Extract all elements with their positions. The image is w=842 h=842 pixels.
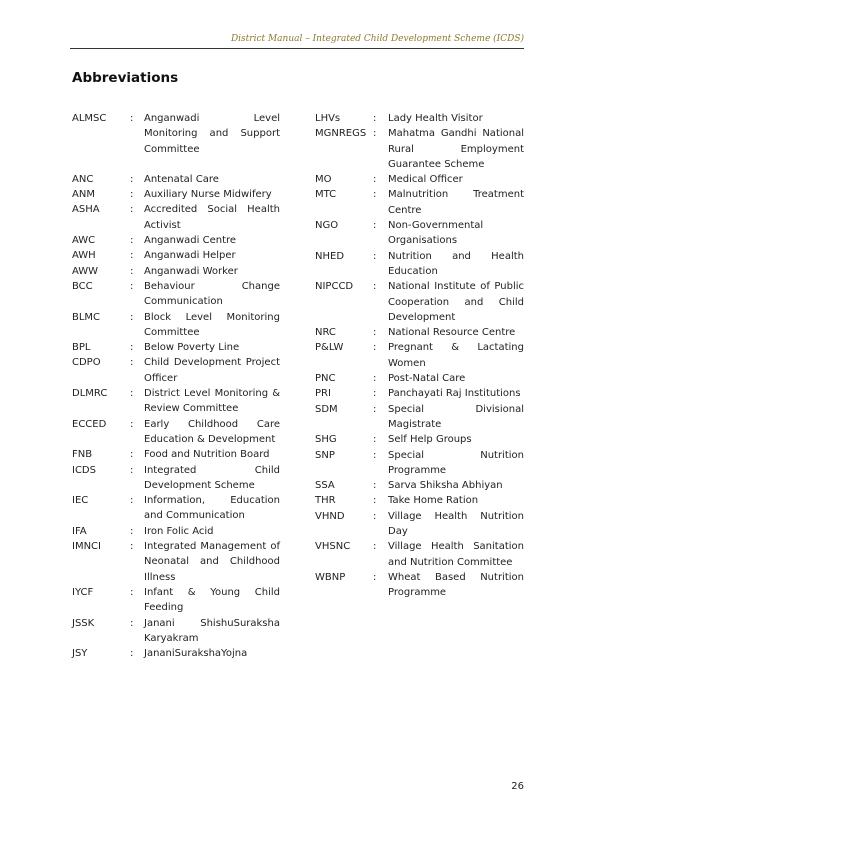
abbreviation-term: BCC: [72, 280, 93, 292]
abbreviation-colon: :: [373, 495, 377, 507]
abbreviation-colon: :: [130, 189, 134, 201]
abbreviation-entry: [315, 478, 525, 493]
abbreviation-term: CDPO: [72, 357, 101, 369]
abbreviation-definition: Anganwadi Helper: [144, 250, 236, 262]
abbreviation-colon: :: [130, 265, 134, 277]
abbreviation-colon: :: [373, 434, 377, 446]
abbreviation-entry: [72, 248, 282, 263]
abbreviations-right-column: [315, 111, 525, 601]
abbreviation-term: BPL: [72, 342, 91, 354]
abbreviation-definition: Nutrition and Health Education: [388, 250, 524, 277]
abbreviation-colon: :: [130, 250, 134, 262]
abbreviation-colon: :: [130, 541, 134, 553]
abbreviation-colon: :: [130, 235, 134, 247]
abbreviation-term: VHND: [315, 510, 345, 522]
abbreviation-entry: [315, 340, 525, 371]
abbreviation-term: MO: [315, 174, 332, 186]
abbreviation-entry: [315, 111, 525, 126]
abbreviation-colon: :: [130, 280, 134, 292]
abbreviation-definition: Sarva Shiksha Abhiyan: [388, 480, 503, 492]
abbreviation-entry: [72, 264, 282, 279]
abbreviation-term: ICDS: [72, 464, 96, 476]
abbreviation-entry: [72, 202, 282, 233]
abbreviation-definition: Food and Nutrition Board: [144, 449, 270, 461]
abbreviation-term: JSSK: [72, 617, 95, 629]
abbreviation-term: JSY: [72, 648, 88, 660]
abbreviation-definition: Village Health Sanitation and Nutrition Committee: [388, 541, 524, 568]
abbreviation-entry: [315, 402, 525, 433]
abbreviation-definition: Take Home Ration: [388, 495, 479, 507]
abbreviation-entry: [72, 417, 282, 448]
abbreviation-entry: [315, 570, 525, 601]
abbreviation-definition: Early Childhood Care Education & Development: [144, 418, 280, 445]
abbreviation-definition: Janani ShishuSuraksha Karyakram: [144, 617, 280, 644]
abbreviation-entry: [72, 585, 282, 616]
abbreviation-definition: Auxiliary Nurse Midwifery: [144, 189, 272, 201]
abbreviation-definition: Post-Natal Care: [388, 373, 466, 385]
abbreviation-entry: [72, 340, 282, 355]
abbreviation-definition: District Level Monitoring & Review Committee: [144, 388, 280, 415]
abbreviation-colon: :: [130, 617, 134, 629]
abbreviation-definition: Panchayati Raj Institutions: [388, 388, 521, 400]
abbreviation-definition: Information, Education and Communication: [144, 495, 280, 522]
abbreviation-term: BLMC: [72, 311, 101, 323]
abbreviation-definition: Infant & Young Child Feeding: [144, 586, 280, 614]
abbreviation-entry: [72, 310, 282, 341]
abbreviation-definition: Integrated Management of Neonatal and Childhood Illness: [144, 541, 280, 583]
abbreviation-term: AWW: [72, 265, 99, 277]
page-title: Abbreviations: [72, 70, 179, 86]
abbreviation-definition: Accredited Social Health Activist: [144, 204, 280, 231]
abbreviation-entry: [72, 646, 282, 661]
abbreviation-term: ALMSC: [72, 113, 107, 124]
abbreviations-left-column: [72, 111, 282, 661]
abbreviation-term: SNP: [315, 449, 335, 461]
abbreviation-colon: :: [130, 586, 134, 598]
abbreviation-colon: :: [130, 173, 134, 185]
abbreviation-definition: Non-Governmental Organisations: [388, 220, 484, 247]
abbreviation-entry: [315, 448, 525, 479]
abbreviation-definition: National Institute of Public Cooperation and Child Development: [388, 281, 524, 323]
abbreviation-colon: :: [130, 648, 134, 660]
abbreviation-term: LHVs: [315, 113, 341, 124]
running-header: District Manual – Integrated Child Development Scheme (ICDS): [230, 34, 524, 44]
abbreviation-definition: Child Development Project Officer: [144, 357, 280, 384]
abbreviation-definition: Block Level Monitoring Committee: [144, 311, 280, 338]
abbreviation-colon: :: [130, 113, 134, 124]
abbreviation-entry: [72, 447, 282, 462]
abbreviation-colon: :: [373, 281, 377, 293]
abbreviation-term: WBNP: [315, 571, 346, 583]
abbreviation-definition: Medical Officer: [388, 174, 463, 186]
abbreviation-entry: [315, 432, 525, 447]
abbreviation-definition: Anganwadi Worker: [144, 265, 238, 277]
abbreviation-definition: Anganwadi Level Monitoring and Support Committee: [144, 113, 280, 155]
abbreviation-definition: Special Divisional Magistrate: [388, 403, 524, 430]
abbreviation-entry: [315, 249, 525, 280]
abbreviation-term: NIPCCD: [315, 281, 354, 293]
abbreviation-term: DLMRC: [72, 388, 108, 400]
abbreviation-entry: [315, 371, 525, 386]
abbreviation-term: ANM: [72, 189, 95, 201]
abbreviation-entry: [72, 493, 282, 524]
abbreviation-colon: :: [130, 342, 134, 354]
abbreviation-entry: [315, 187, 525, 218]
abbreviation-definition: Anganwadi Centre: [144, 235, 237, 247]
abbreviation-entry: [72, 386, 282, 417]
abbreviation-entry: [72, 233, 282, 248]
abbreviation-entry: [72, 279, 282, 310]
abbreviation-entry: [315, 493, 525, 508]
abbreviation-entry: [315, 325, 525, 340]
abbreviation-term: FNB: [72, 449, 93, 461]
abbreviation-definition: Pregnant & Lactating Women: [388, 342, 524, 369]
abbreviation-term: AWH: [72, 250, 96, 262]
abbreviation-colon: :: [373, 220, 377, 232]
abbreviation-colon: :: [130, 525, 134, 537]
abbreviation-entry: [315, 279, 525, 325]
page-number: 26: [511, 781, 524, 792]
abbreviation-term: PNC: [315, 373, 336, 385]
abbreviation-colon: :: [373, 541, 377, 553]
abbreviation-colon: :: [130, 388, 134, 400]
abbreviation-term: NHED: [315, 250, 345, 262]
abbreviation-colon: :: [373, 373, 377, 385]
abbreviation-term: ANC: [72, 173, 94, 185]
abbreviation-entry: [315, 218, 525, 249]
abbreviation-term: NRC: [315, 327, 336, 339]
abbreviation-entry: [72, 616, 282, 647]
abbreviation-term: IYCF: [72, 586, 94, 598]
abbreviation-entry: [72, 187, 282, 202]
abbreviation-colon: :: [373, 388, 377, 400]
abbreviation-colon: :: [373, 510, 377, 522]
abbreviation-definition: Antenatal Care: [144, 173, 219, 185]
abbreviation-colon: :: [130, 495, 134, 507]
abbreviation-term: IMNCI: [72, 541, 101, 553]
abbreviation-colon: :: [130, 464, 134, 476]
abbreviation-definition: Special Nutrition Programme: [388, 449, 524, 476]
abbreviation-term: THR: [315, 495, 336, 507]
abbreviation-colon: :: [373, 449, 377, 461]
abbreviation-colon: :: [373, 128, 377, 140]
abbreviation-entry: [72, 463, 282, 494]
abbreviation-definition: JananiSurakshaYojna: [144, 648, 248, 660]
abbreviation-definition: Below Poverty Line: [144, 342, 240, 354]
abbreviation-term: MGNREGS: [315, 128, 367, 140]
abbreviation-term: SDM: [315, 403, 338, 415]
abbreviation-definition: Village Health Nutrition Day: [388, 510, 524, 538]
abbreviation-colon: :: [130, 449, 134, 461]
abbreviation-definition: Wheat Based Nutrition Programme: [388, 571, 524, 599]
abbreviation-entry: [72, 355, 282, 386]
abbreviation-term: MTC: [315, 189, 337, 201]
abbreviation-colon: :: [373, 174, 377, 186]
abbreviation-entry: [315, 172, 525, 187]
abbreviation-colon: :: [373, 327, 377, 339]
abbreviation-term: SHG: [315, 434, 337, 446]
abbreviation-definition: Integrated Child Development Scheme: [144, 464, 280, 491]
abbreviation-colon: :: [373, 480, 377, 492]
abbreviation-colon: :: [373, 342, 377, 354]
abbreviation-term: AWC: [72, 235, 96, 247]
abbreviation-term: IFA: [72, 525, 87, 537]
abbreviation-colon: :: [373, 571, 377, 583]
abbreviation-entry: [315, 509, 525, 540]
abbreviation-colon: :: [130, 311, 134, 323]
abbreviation-entry: [315, 386, 525, 401]
abbreviation-term: P&LW: [315, 342, 344, 354]
abbreviation-entry: [72, 111, 282, 157]
abbreviation-entry: [315, 539, 525, 570]
header-rule: [70, 48, 524, 49]
abbreviation-term: ASHA: [72, 204, 100, 216]
abbreviation-definition: Iron Folic Acid: [144, 525, 214, 537]
abbreviation-term: SSA: [315, 480, 335, 492]
abbreviation-definition: National Resource Centre: [388, 327, 516, 339]
abbreviation-entry: [72, 172, 282, 187]
abbreviation-colon: :: [130, 204, 134, 216]
abbreviation-entry: [72, 539, 282, 585]
abbreviation-colon: :: [130, 357, 134, 369]
abbreviation-term: ECCED: [72, 418, 107, 430]
abbreviation-term: VHSNC: [315, 541, 351, 553]
abbreviation-definition: Malnutrition Treatment Centre: [388, 189, 524, 216]
abbreviation-colon: :: [373, 403, 377, 415]
abbreviation-colon: :: [373, 250, 377, 262]
abbreviation-entry: [315, 126, 525, 172]
abbreviation-term: PRI: [315, 388, 331, 400]
abbreviation-definition: Behaviour Change Communication: [144, 280, 280, 308]
abbreviation-definition: Mahatma Gandhi National Rural Employment Guarantee Scheme: [388, 128, 524, 170]
abbreviation-colon: :: [373, 113, 377, 124]
abbreviation-colon: :: [373, 189, 377, 201]
abbreviation-colon: :: [130, 418, 134, 430]
abbreviation-definition: Self Help Groups: [388, 434, 472, 446]
abbreviation-term: IEC: [72, 495, 89, 507]
abbreviation-term: NGO: [315, 220, 339, 232]
abbreviation-entry: [72, 524, 282, 539]
abbreviation-definition: Lady Health Visitor: [388, 113, 483, 124]
